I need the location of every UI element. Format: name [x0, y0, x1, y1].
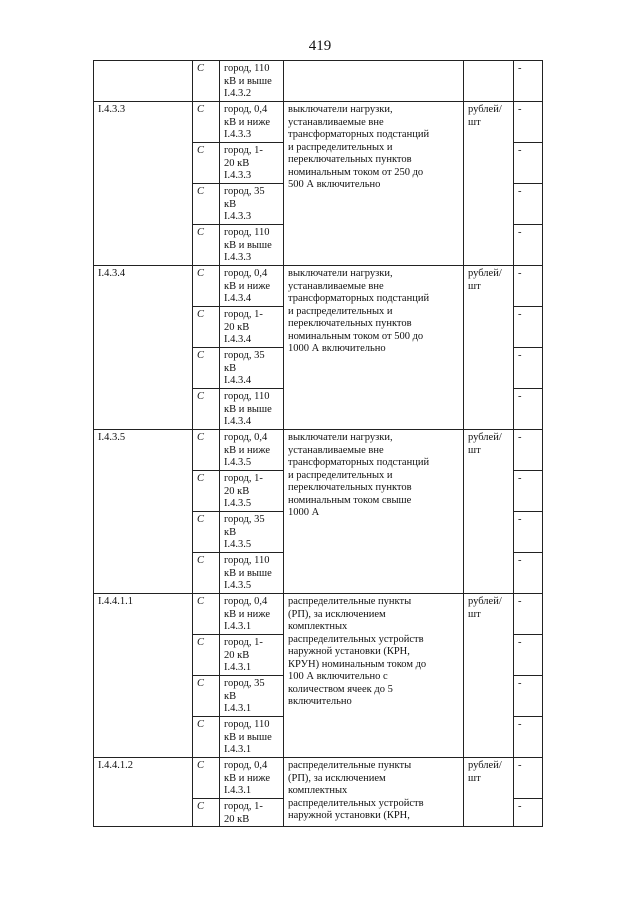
- row-letter: С: [193, 553, 220, 594]
- row-value: -: [514, 553, 543, 594]
- page-number: 419: [308, 38, 332, 54]
- row-city: город, 0,4 кВ и ниже I.4.3.3: [220, 102, 284, 143]
- table-row: [94, 102, 543, 143]
- row-unit: рублей/ шт: [464, 102, 514, 266]
- row-city: город, 35 кВ I.4.3.1: [220, 676, 284, 717]
- row-code: [94, 61, 193, 102]
- row-city: город, 0,4 кВ и ниже I.4.3.1: [220, 594, 284, 635]
- row-unit: рублей/ шт: [464, 430, 514, 594]
- row-letter: С: [193, 184, 220, 225]
- row-value: -: [514, 184, 543, 225]
- row-letter: С: [193, 102, 220, 143]
- row-value: -: [514, 758, 543, 799]
- row-city: город, 0,4 кВ и ниже I.4.3.1: [220, 758, 284, 799]
- row-code: I.4.4.1.1: [94, 594, 193, 758]
- row-value: -: [514, 266, 543, 307]
- row-city: город, 110 кВ и выше I.4.3.1: [220, 717, 284, 758]
- row-value: -: [514, 676, 543, 717]
- row-value: -: [514, 61, 543, 102]
- row-description: выключатели нагрузки, устанавливаемые вне трансформаторных подстанций и распределительных и переключательных пунктов номинальным током свыше 1000 А: [284, 430, 464, 594]
- row-city: город, 35 кВ I.4.3.4: [220, 348, 284, 389]
- tariff-table: [93, 60, 543, 827]
- row-description: выключатели нагрузки, устанавливаемые вне трансформаторных подстанций и распределительных и переключательных пунктов номинальным током от 250 до 500 А включительно: [284, 102, 464, 266]
- row-city: город, 1- 20 кВ I.4.3.4: [220, 307, 284, 348]
- row-city: город, 110 кВ и выше I.4.3.4: [220, 389, 284, 430]
- row-value: -: [514, 102, 543, 143]
- row-city: город, 0,4 кВ и ниже I.4.3.5: [220, 430, 284, 471]
- row-letter: С: [193, 61, 220, 102]
- row-letter: С: [193, 512, 220, 553]
- row-city: город, 1- 20 кВ I.4.3.5: [220, 471, 284, 512]
- row-letter: С: [193, 143, 220, 184]
- row-city: город, 35 кВ I.4.3.3: [220, 184, 284, 225]
- row-letter: С: [193, 430, 220, 471]
- row-city: город, 110 кВ и выше I.4.3.2: [220, 61, 284, 102]
- row-unit: рублей/ шт: [464, 594, 514, 758]
- row-unit: рублей/ шт: [464, 266, 514, 430]
- row-city: город, 1- 20 кВ: [220, 799, 284, 827]
- table-row: [94, 758, 543, 799]
- row-value: -: [514, 307, 543, 348]
- row-letter: С: [193, 717, 220, 758]
- row-description: распределительные пункты (РП), за исключением комплектных распределительных устройств наружной установки (КРН,: [284, 758, 464, 827]
- row-letter: С: [193, 594, 220, 635]
- row-code: I.4.4.1.2: [94, 758, 193, 827]
- row-letter: С: [193, 307, 220, 348]
- row-code: I.4.3.4: [94, 266, 193, 430]
- row-description: распределительные пункты (РП), за исключением комплектных распределительных устройств наружной установки (КРН, КРУН) номинальным током до 100 А включительно с количеством ячеек до 5 включительно: [284, 594, 464, 758]
- row-value: -: [514, 594, 543, 635]
- row-letter: С: [193, 266, 220, 307]
- row-value: -: [514, 225, 543, 266]
- row-letter: С: [193, 225, 220, 266]
- row-value: -: [514, 430, 543, 471]
- row-code: I.4.3.3: [94, 102, 193, 266]
- row-value: -: [514, 471, 543, 512]
- row-letter: С: [193, 471, 220, 512]
- row-letter: С: [193, 389, 220, 430]
- row-city: город, 110 кВ и выше I.4.3.3: [220, 225, 284, 266]
- row-value: -: [514, 717, 543, 758]
- row-city: город, 0,4 кВ и ниже I.4.3.4: [220, 266, 284, 307]
- row-letter: С: [193, 348, 220, 389]
- row-value: -: [514, 512, 543, 553]
- row-letter: С: [193, 676, 220, 717]
- row-value: -: [514, 389, 543, 430]
- row-value: -: [514, 143, 543, 184]
- table-row: [94, 266, 543, 307]
- row-description: [284, 61, 464, 102]
- row-city: город, 110 кВ и выше I.4.3.5: [220, 553, 284, 594]
- table-row: [94, 594, 543, 635]
- row-letter: С: [193, 635, 220, 676]
- row-value: -: [514, 348, 543, 389]
- table-row: [94, 430, 543, 471]
- row-code: I.4.3.5: [94, 430, 193, 594]
- row-unit: [464, 61, 514, 102]
- row-letter: С: [193, 799, 220, 827]
- row-unit: рублей/ шт: [464, 758, 514, 827]
- row-value: -: [514, 799, 543, 827]
- row-description: выключатели нагрузки, устанавливаемые вне трансформаторных подстанций и распределительных и переключательных пунктов номинальным током от 500 до 1000 А включительно: [284, 266, 464, 430]
- row-city: город, 1- 20 кВ I.4.3.1: [220, 635, 284, 676]
- table-row: [94, 61, 543, 102]
- row-letter: С: [193, 758, 220, 799]
- row-city: город, 35 кВ I.4.3.5: [220, 512, 284, 553]
- row-city: город, 1- 20 кВ I.4.3.3: [220, 143, 284, 184]
- row-value: -: [514, 635, 543, 676]
